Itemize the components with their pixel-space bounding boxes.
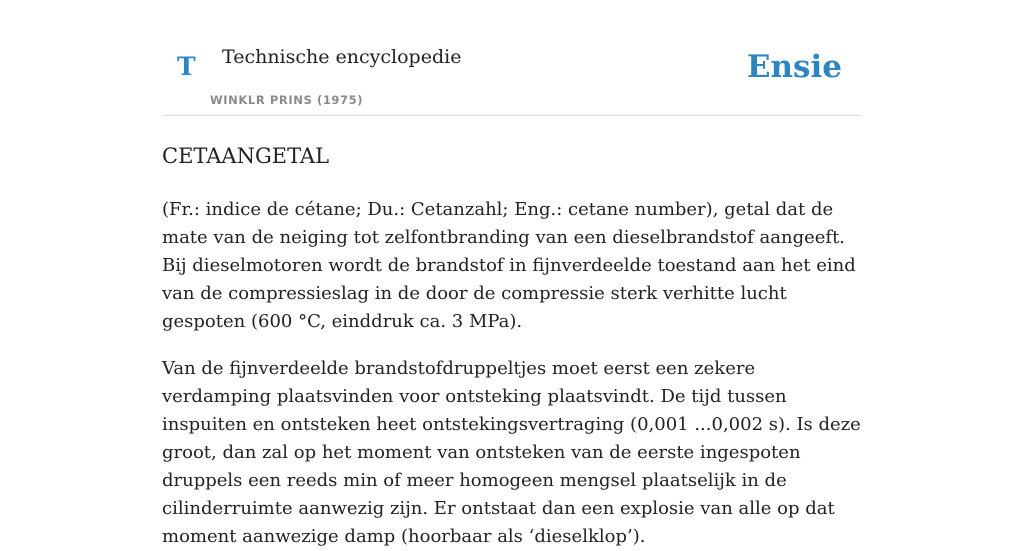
entry-paragraph: (Fr.: indice de cétane; Du.: Cetanzahl; Eng.: cetane number), getal dat de mate van de neiging tot zelfontbranding van een dieselbrandstof aangeeft. Bij dieselmotoren wordt de brandstof in fijnverdeelde toestand aan het eind van de compressieslag in de door de compressie sterk verhitte lucht gespoten (600 °C, einddruk ca. 3 MPa). bbox=[162, 199, 856, 332]
article-page bbox=[162, 0, 862, 547]
brand-logo[interactable]: Ensie bbox=[746, 49, 842, 85]
publication-subtitle: WINKLR PRINS (1975) bbox=[210, 93, 364, 107]
publication-logo[interactable]: T bbox=[177, 52, 196, 81]
page-header bbox=[162, 0, 862, 116]
entry-title: CETAANGETAL bbox=[162, 144, 330, 168]
publication-title[interactable]: Technische encyclopedie bbox=[222, 46, 462, 68]
entry-paragraph: Van de fijnverdeelde brandstofdruppeltjes moet eerst een zekere verdamping plaatsvinden voor ontsteking plaatsvindt. De tijd tussen inspuiten en ontsteken heet ontstekingsvertraging (0,001 ...0,002 s). Is deze groot, dan zal op het moment van ontsteken van de eerste ingespoten druppels een reeds min of meer homogeen mengsel plaatselijk in de cilinderruimte aanwezig zijn. Er ontstaat dan een explosie van alle op dat moment aanwezige damp (hoorbaar als ‘dieselklop’). bbox=[162, 358, 861, 547]
